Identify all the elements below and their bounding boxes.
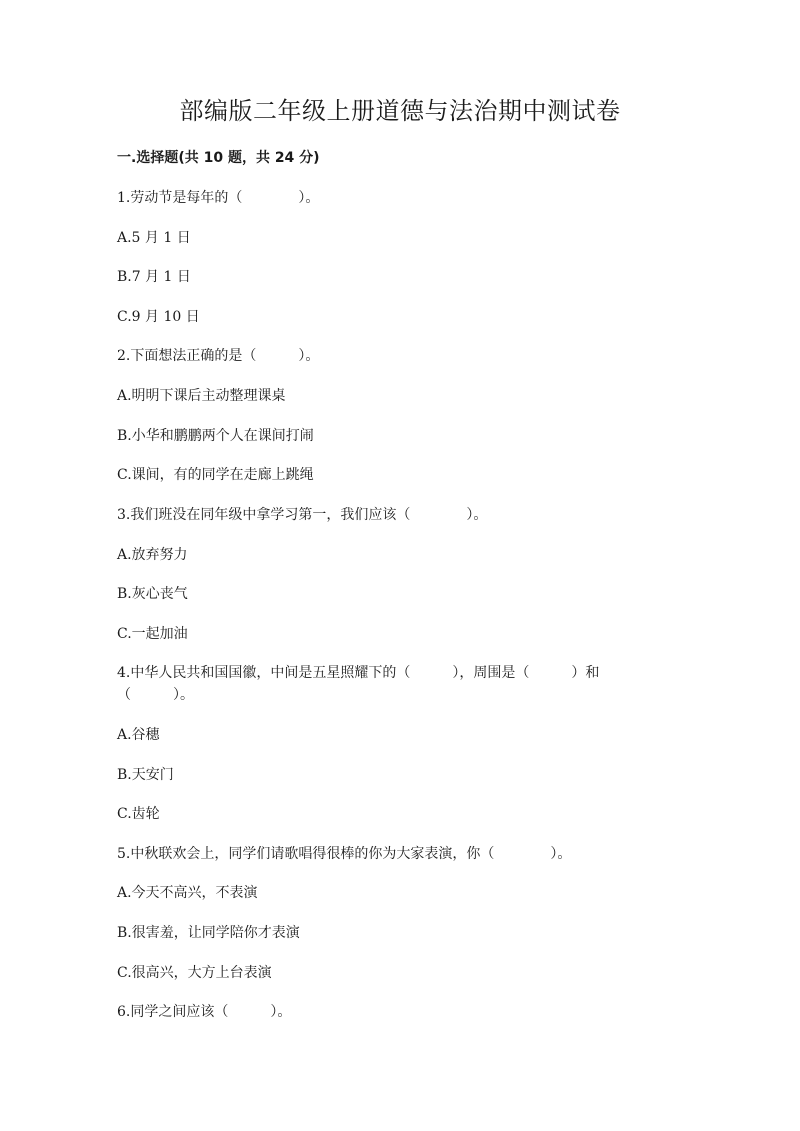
question-option: B.小华和鹏鹏两个人在课间打闹 xyxy=(117,428,314,444)
question-option: C.很高兴，大方上台表演 xyxy=(117,965,272,981)
question-option: B.天安门 xyxy=(117,767,174,783)
question-option: C.一起加油 xyxy=(117,626,188,642)
question-option: B.7 月 1 日 xyxy=(117,269,191,285)
question-stem-continued: （ ）。 xyxy=(117,687,194,703)
question-option: C.课间，有的同学在走廊上跳绳 xyxy=(117,467,314,483)
question-option: A.今天不高兴，不表演 xyxy=(117,885,258,901)
question-stem: 2.下面想法正确的是（ ）。 xyxy=(117,348,320,364)
question-stem: 5.中秋联欢会上，同学们请歌唱得很棒的你为大家表演，你（ ）。 xyxy=(117,846,572,862)
question-option: B.很害羞，让同学陪你才表演 xyxy=(117,925,300,941)
question-stem: 1.劳动节是每年的（ ）。 xyxy=(117,190,320,206)
question-stem: 6.同学之间应该（ ）。 xyxy=(117,1004,292,1020)
page-title: 部编版二年级上册道德与法治期中测试卷 xyxy=(179,97,621,125)
question-option: B.灰心丧气 xyxy=(117,586,188,602)
question-option: A.5 月 1 日 xyxy=(117,230,191,246)
question-option: C.9 月 10 日 xyxy=(117,309,200,325)
question-option: A.放弃努力 xyxy=(117,547,188,563)
question-option: C.齿轮 xyxy=(117,806,160,822)
question-stem: 3.我们班没在同年级中拿学习第一，我们应该（ ）。 xyxy=(117,507,488,523)
section-heading: 一.选择题(共 10 题，共 24 分) xyxy=(117,150,320,166)
question-option: A.谷穗 xyxy=(117,727,160,743)
question-stem: 4.中华人民共和国国徽，中间是五星照耀下的（ ），周围是（ ）和 xyxy=(117,665,600,681)
question-option: A.明明下课后主动整理课桌 xyxy=(117,388,286,404)
